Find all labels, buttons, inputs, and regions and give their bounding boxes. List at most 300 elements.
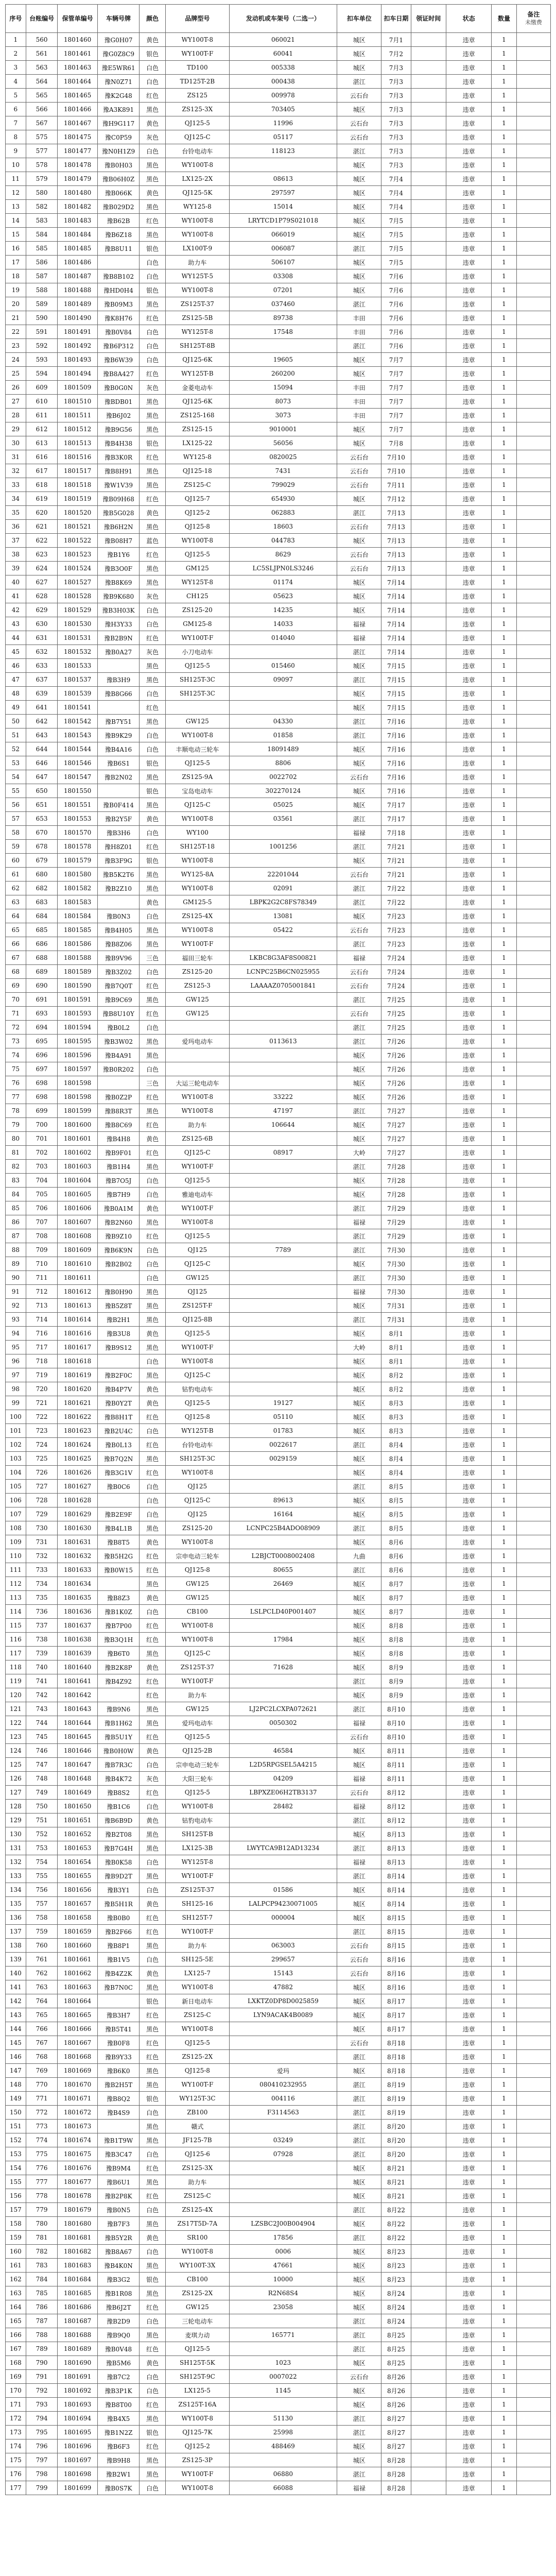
cell-quantity: 1	[492, 882, 517, 895]
cell-ledger-no: 713	[26, 1299, 58, 1313]
table-row	[6, 103, 551, 116]
cell-remark	[516, 937, 550, 951]
cell-ledger-no: 629	[26, 603, 58, 617]
cell-color: 红色	[140, 2008, 166, 2022]
cell-color: 黄色	[140, 895, 166, 909]
cell-model: WY100T-F	[166, 2467, 230, 2481]
cell-color: 白色	[140, 256, 166, 269]
cell-time	[411, 1243, 446, 1257]
cell-unit: 湛江	[337, 993, 381, 1007]
table-row	[6, 506, 551, 520]
cell-date: 7月3	[381, 89, 411, 103]
cell-remark	[516, 1132, 550, 1146]
cell-remark	[516, 2314, 550, 2328]
cell-model: GM125-8	[166, 617, 230, 631]
cell-time	[411, 1048, 446, 1062]
cell-ledger-no: 703	[26, 1160, 58, 1174]
cell-model: TD125T-2B	[166, 75, 230, 89]
cell-status: 违章	[446, 562, 491, 575]
cell-ledger-no: 736	[26, 1605, 58, 1619]
cell-quantity: 1	[492, 130, 517, 144]
cell-remark	[516, 2203, 550, 2217]
cell-engine-frame	[229, 1062, 337, 1076]
cell-ledger-no: 619	[26, 492, 58, 506]
cell-custody-no: 1801628	[58, 1494, 97, 1507]
cell-date: 7月7	[381, 381, 411, 395]
header-engine-frame: 发动机或车架号（二选一）	[229, 5, 337, 33]
table-row	[6, 2161, 551, 2175]
cell-color: 黑色	[140, 659, 166, 673]
cell-engine-frame: 009978	[229, 89, 337, 103]
cell-engine-frame: 0050302	[229, 1716, 337, 1730]
cell-engine-frame: 106644	[229, 1118, 337, 1132]
cell-status: 违章	[446, 1939, 491, 1953]
cell-index: 55	[6, 784, 26, 798]
cell-quantity: 1	[492, 868, 517, 882]
cell-remark	[516, 1215, 550, 1229]
cell-unit: 云石台	[337, 450, 381, 464]
cell-status: 违章	[446, 2120, 491, 2133]
cell-ledger-no: 588	[26, 283, 58, 297]
cell-engine-frame: 05422	[229, 923, 337, 937]
cell-custody-no: 1801648	[58, 1772, 97, 1786]
cell-plate: 豫B5Y2R	[97, 2231, 140, 2245]
cell-plate: 豫B2Y5F	[97, 812, 140, 826]
cell-plate: 豫B066K	[97, 186, 140, 200]
cell-remark	[516, 1382, 550, 1396]
table-header-row	[6, 5, 551, 33]
cell-status: 违章	[446, 742, 491, 756]
cell-engine-frame: LBPK2G2C8FS78349	[229, 895, 337, 909]
cell-ledger-no: 639	[26, 687, 58, 701]
cell-remark	[516, 742, 550, 756]
cell-time	[411, 1647, 446, 1660]
cell-time	[411, 464, 446, 478]
cell-custody-no: 1801679	[58, 2203, 97, 2217]
cell-model: GW125	[166, 1591, 230, 1605]
cell-remark	[516, 1549, 550, 1563]
cell-ledger-no: 749	[26, 1786, 58, 1800]
cell-status: 违章	[446, 687, 491, 701]
cell-remark	[516, 1980, 550, 1994]
table-row	[6, 1591, 551, 1605]
cell-custody-no: 1801463	[58, 61, 97, 75]
cell-date: 7月21	[381, 840, 411, 854]
cell-ledger-no: 745	[26, 1730, 58, 1744]
cell-color: 白色	[140, 325, 166, 339]
cell-remark	[516, 1800, 550, 1814]
cell-date: 7月28	[381, 1174, 411, 1188]
cell-model: 大阳三轮车	[166, 1772, 230, 1786]
cell-model: WY100T-8	[166, 1090, 230, 1104]
cell-custody-no: 1801657	[58, 1897, 97, 1911]
cell-ledger-no: 585	[26, 242, 58, 256]
cell-unit: 湛江	[337, 1243, 381, 1257]
cell-custody-no: 1801488	[58, 283, 97, 297]
cell-ledger-no: 733	[26, 1563, 58, 1577]
cell-remark	[516, 1048, 550, 1062]
cell-custody-no: 1801512	[58, 422, 97, 436]
cell-custody-no: 1801647	[58, 1758, 97, 1772]
table-row	[6, 589, 551, 603]
cell-time	[411, 1716, 446, 1730]
cell-ledger-no: 696	[26, 1048, 58, 1062]
cell-engine-frame: 05117	[229, 130, 337, 144]
cell-quantity: 1	[492, 103, 517, 116]
table-row	[6, 1605, 551, 1619]
cell-model: ZS17T5D-7A	[166, 2217, 230, 2231]
cell-model: ZS125-2X	[166, 2286, 230, 2300]
cell-color: 黑色	[140, 2133, 166, 2147]
cell-index: 137	[6, 1925, 26, 1939]
cell-plate: 豫B9V96	[97, 951, 140, 965]
cell-status: 违章	[446, 728, 491, 742]
cell-index: 7	[6, 116, 26, 130]
cell-unit: 城区	[337, 854, 381, 868]
cell-index: 172	[6, 2412, 26, 2426]
cell-engine-frame	[229, 645, 337, 659]
cell-plate: 豫B0L2	[97, 1021, 140, 1035]
cell-status: 违章	[446, 1480, 491, 1494]
table-row	[6, 798, 551, 812]
table-row	[6, 2022, 551, 2036]
cell-time	[411, 1827, 446, 1841]
cell-remark	[516, 1480, 550, 1494]
cell-ledger-no: 699	[26, 1104, 58, 1118]
cell-quantity: 1	[492, 1577, 517, 1591]
cell-engine-frame: 044783	[229, 534, 337, 548]
cell-time	[411, 1021, 446, 1035]
cell-ledger-no: 627	[26, 575, 58, 589]
cell-unit: 湛江	[337, 840, 381, 854]
cell-color: 红色	[140, 2439, 166, 2453]
cell-date: 7月4	[381, 200, 411, 214]
cell-status: 违章	[446, 242, 491, 256]
cell-model: WY100T-F	[166, 47, 230, 61]
cell-remark	[516, 1299, 550, 1313]
cell-custody-no: 1801644	[58, 1716, 97, 1730]
cell-remark	[516, 492, 550, 506]
cell-unit: 湛江	[337, 2203, 381, 2217]
table-row	[6, 1188, 551, 1201]
cell-custody-no: 1801544	[58, 742, 97, 756]
cell-date: 7月14	[381, 575, 411, 589]
cell-index: 66	[6, 937, 26, 951]
cell-plate: 豫B8S2	[97, 1786, 140, 1800]
cell-remark	[516, 1257, 550, 1271]
cell-remark	[516, 1660, 550, 1674]
cell-quantity: 1	[492, 2022, 517, 2036]
cell-unit: 城区	[337, 1619, 381, 1633]
cell-time	[411, 589, 446, 603]
cell-color: 黑色	[140, 228, 166, 242]
cell-remark	[516, 1021, 550, 1035]
cell-model: ZS125-168	[166, 409, 230, 422]
cell-remark	[516, 2370, 550, 2384]
cell-model: WY100T-8	[166, 1980, 230, 1994]
table-row	[6, 158, 551, 172]
cell-index: 173	[6, 2426, 26, 2439]
cell-status: 违章	[446, 1174, 491, 1188]
cell-model: GW125	[166, 1577, 230, 1591]
cell-status: 违章	[446, 450, 491, 464]
cell-unit: 城区	[337, 1396, 381, 1410]
cell-quantity: 1	[492, 2273, 517, 2286]
cell-engine-frame: 299657	[229, 1953, 337, 1967]
cell-unit: 云石台	[337, 770, 381, 784]
cell-custody-no: 1801585	[58, 923, 97, 937]
cell-quantity: 1	[492, 1368, 517, 1382]
cell-ledger-no: 617	[26, 464, 58, 478]
cell-custody-no: 1801533	[58, 659, 97, 673]
cell-color: 黑色	[140, 882, 166, 895]
cell-model: QJ125-5	[166, 548, 230, 562]
cell-status: 违章	[446, 673, 491, 687]
cell-index: 22	[6, 325, 26, 339]
cell-color: 红色	[140, 2161, 166, 2175]
cell-custody-no: 1801494	[58, 367, 97, 381]
cell-index: 101	[6, 1424, 26, 1438]
cell-remark	[516, 1410, 550, 1424]
cell-model: WY100	[166, 826, 230, 840]
cell-unit: 城区	[337, 1062, 381, 1076]
cell-color: 黑色	[140, 1160, 166, 1174]
cell-engine-frame: 060021	[229, 33, 337, 47]
cell-date: 8月18	[381, 2050, 411, 2064]
cell-color: 黑色	[140, 464, 166, 478]
cell-ledger-no: 561	[26, 47, 58, 61]
cell-index: 91	[6, 1285, 26, 1299]
cell-index: 163	[6, 2286, 26, 2300]
table-row	[6, 1869, 551, 1883]
cell-plate: 豫B0A1M	[97, 1201, 140, 1215]
cell-quantity: 1	[492, 1549, 517, 1563]
cell-custody-no: 1801461	[58, 47, 97, 61]
cell-ledger-no: 763	[26, 1980, 58, 1994]
header-remark-sub: 未缴费	[525, 19, 542, 26]
cell-remark	[516, 701, 550, 715]
cell-custody-no: 1801692	[58, 2384, 97, 2398]
cell-quantity: 1	[492, 1271, 517, 1285]
cell-status: 违章	[446, 589, 491, 603]
cell-date: 7月6	[381, 297, 411, 311]
cell-color: 白色	[140, 2245, 166, 2259]
cell-unit: 城区	[337, 1132, 381, 1146]
cell-color: 银色	[140, 784, 166, 798]
cell-plate: 豫B6B9D	[97, 1814, 140, 1827]
cell-index: 143	[6, 2008, 26, 2022]
cell-ledger-no: 728	[26, 1494, 58, 1507]
cell-remark	[516, 589, 550, 603]
cell-ledger-no: 731	[26, 1535, 58, 1549]
cell-index: 74	[6, 1048, 26, 1062]
table-row	[6, 1118, 551, 1132]
cell-index: 25	[6, 367, 26, 381]
cell-status: 违章	[446, 269, 491, 283]
cell-engine-frame: 14033	[229, 617, 337, 631]
cell-custody-no: 1801484	[58, 228, 97, 242]
cell-quantity: 1	[492, 728, 517, 742]
cell-model: WY100T-8	[166, 1800, 230, 1814]
cell-index: 119	[6, 1674, 26, 1688]
cell-remark	[516, 47, 550, 61]
cell-date: 8月19	[381, 2078, 411, 2092]
cell-status: 违章	[446, 812, 491, 826]
cell-color: 白色	[140, 61, 166, 75]
cell-quantity: 1	[492, 158, 517, 172]
cell-quantity: 1	[492, 2203, 517, 2217]
cell-quantity: 1	[492, 562, 517, 575]
cell-color: 黑色	[140, 2412, 166, 2426]
cell-custody-no: 1801588	[58, 951, 97, 965]
cell-date: 7月27	[381, 1132, 411, 1146]
cell-ledger-no: 710	[26, 1257, 58, 1271]
cell-date: 8月4	[381, 1466, 411, 1480]
cell-model: QJ125-5	[166, 1174, 230, 1188]
cell-ledger-no: 719	[26, 1368, 58, 1382]
header-color: 颜色	[140, 5, 166, 33]
cell-color: 黄色	[140, 116, 166, 130]
cell-remark	[516, 200, 550, 214]
cell-index: 167	[6, 2342, 26, 2356]
cell-remark	[516, 395, 550, 409]
cell-engine-frame	[229, 2036, 337, 2050]
table-row	[6, 1229, 551, 1243]
cell-color: 白色	[140, 339, 166, 353]
cell-custody-no: 1801612	[58, 1285, 97, 1299]
cell-time	[411, 1090, 446, 1104]
cell-ledger-no: 766	[26, 2022, 58, 2036]
cell-date: 7月22	[381, 895, 411, 909]
cell-quantity: 1	[492, 2481, 517, 2495]
cell-plate: 豫B6T0	[97, 1647, 140, 1660]
cell-plate: 豫B9F01	[97, 1146, 140, 1160]
cell-index: 10	[6, 158, 26, 172]
cell-unit: 湛江	[337, 75, 381, 89]
cell-model: SH125T-8B	[166, 339, 230, 353]
cell-unit: 湛江	[337, 506, 381, 520]
table-row	[6, 1967, 551, 1980]
cell-plate: 豫B0B0	[97, 1911, 140, 1925]
table-row	[6, 1549, 551, 1563]
cell-plate: 豫B8H1T	[97, 1410, 140, 1424]
cell-ledger-no: 737	[26, 1619, 58, 1633]
cell-quantity: 1	[492, 325, 517, 339]
cell-unit: 湛江	[337, 1313, 381, 1327]
cell-index: 49	[6, 701, 26, 715]
cell-quantity: 1	[492, 687, 517, 701]
cell-date: 7月5	[381, 256, 411, 269]
cell-status: 违章	[446, 130, 491, 144]
cell-remark	[516, 1758, 550, 1772]
cell-unit: 丰田	[337, 409, 381, 422]
cell-quantity: 1	[492, 116, 517, 130]
cell-quantity: 1	[492, 1535, 517, 1549]
cell-unit: 湛江	[337, 2133, 381, 2147]
cell-status: 违章	[446, 2370, 491, 2384]
cell-time	[411, 854, 446, 868]
cell-color: 黑色	[140, 1048, 166, 1062]
cell-engine-frame: 506107	[229, 256, 337, 269]
cell-date: 8月6	[381, 1549, 411, 1563]
cell-time	[411, 1424, 446, 1438]
cell-color: 白色	[140, 2106, 166, 2120]
cell-custody-no: 1801660	[58, 1939, 97, 1953]
cell-color: 红色	[140, 548, 166, 562]
cell-index: 158	[6, 2217, 26, 2231]
cell-custody-no: 1801513	[58, 436, 97, 450]
cell-unit: 福禄	[337, 1215, 381, 1229]
cell-plate: 豫A3K891	[97, 103, 140, 116]
cell-remark	[516, 1243, 550, 1257]
cell-date: 8月28	[381, 2453, 411, 2467]
cell-plate: 豫B5U1Y	[97, 1730, 140, 1744]
cell-unit: 湛江	[337, 2231, 381, 2245]
cell-model: SH125T-7	[166, 1911, 230, 1925]
table-row	[6, 450, 551, 464]
cell-quantity: 1	[492, 1452, 517, 1466]
cell-ledger-no: 722	[26, 1410, 58, 1424]
cell-unit: 城区	[337, 256, 381, 269]
cell-date: 7月16	[381, 770, 411, 784]
cell-plate: 豫B0Z2P	[97, 1090, 140, 1104]
cell-ledger-no: 590	[26, 311, 58, 325]
cell-model: QJ125-C	[166, 798, 230, 812]
cell-model: GW125	[166, 1702, 230, 1716]
cell-remark	[516, 1619, 550, 1633]
cell-status: 违章	[446, 840, 491, 854]
cell-ledger-no: 777	[26, 2175, 58, 2189]
cell-model: LX125-22	[166, 436, 230, 450]
cell-plate: 豫B08H7	[97, 534, 140, 548]
cell-date: 7月24	[381, 979, 411, 993]
cell-engine-frame	[229, 2342, 337, 2356]
table-row	[6, 200, 551, 214]
cell-engine-frame	[229, 1327, 337, 1341]
cell-time	[411, 1702, 446, 1716]
cell-color: 黑色	[140, 1939, 166, 1953]
table-row	[6, 2342, 551, 2356]
cell-ledger-no: 613	[26, 436, 58, 450]
cell-engine-frame: 15143	[229, 1967, 337, 1980]
cell-color: 黑色	[140, 422, 166, 436]
cell-plate: 豫B2D9	[97, 2314, 140, 2328]
cell-engine-frame	[229, 1229, 337, 1243]
cell-engine-frame: 17856	[229, 2231, 337, 2245]
cell-color: 黑色	[140, 993, 166, 1007]
cell-remark	[516, 172, 550, 186]
cell-model: WY100T-8	[166, 923, 230, 937]
cell-quantity: 1	[492, 798, 517, 812]
cell-time	[411, 2259, 446, 2273]
cell-custody-no: 1801475	[58, 130, 97, 144]
cell-remark	[516, 1229, 550, 1243]
cell-quantity: 1	[492, 2356, 517, 2370]
cell-model: QJ125	[166, 1507, 230, 1521]
cell-time	[411, 1382, 446, 1396]
cell-quantity: 1	[492, 1313, 517, 1327]
cell-color: 红色	[140, 979, 166, 993]
cell-ledger-no: 755	[26, 1869, 58, 1883]
cell-ledger-no: 791	[26, 2370, 58, 2384]
cell-index: 4	[6, 75, 26, 89]
cell-index: 35	[6, 506, 26, 520]
cell-index: 16	[6, 242, 26, 256]
cell-color: 黄色	[140, 33, 166, 47]
cell-color: 白色	[140, 1021, 166, 1035]
cell-model: 金菱电动车	[166, 381, 230, 395]
cell-date: 7月24	[381, 951, 411, 965]
